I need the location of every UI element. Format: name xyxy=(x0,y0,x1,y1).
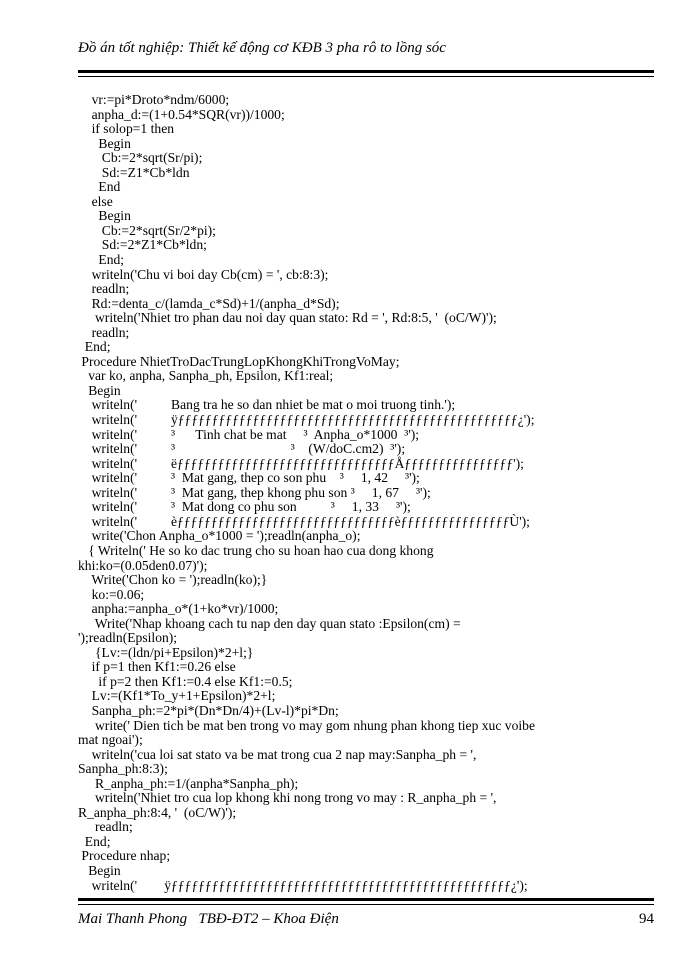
code-line: writeln(' Bang tra he so dan nhiet be mat o moi truong tinh.'); xyxy=(78,397,456,413)
code-line: writeln(' ³ Mat gang, thep khong phu son ³ 1, 67 ³'); xyxy=(78,484,431,500)
header-rule-thick xyxy=(78,70,654,73)
code-line: anpha_d:=(1+0.54*SQR(vr))/1000; xyxy=(78,106,285,122)
code-line: End; xyxy=(78,252,125,268)
code-line: if solop=1 then xyxy=(78,121,175,137)
code-line: writeln(' ³ Tinh chat be mat ³ Anpha_o*1000 ³'); xyxy=(78,426,420,442)
code-line: Sanpha_ph:8:3); xyxy=(78,761,168,777)
code-line: else xyxy=(78,193,113,209)
code-line: anpha:=anpha_o*(1+ko*vr)/1000; xyxy=(78,601,279,617)
code-line: Write('Nhap khoang cach tu nap den day quan stato :Epsilon(cm) = xyxy=(78,615,461,631)
code-line: {Lv:=(ldn/pi+Epsilon)*2+l;} xyxy=(78,644,254,660)
code-line: if p=1 then Kf1:=0.26 else xyxy=(78,659,236,675)
footer-info xyxy=(78,911,339,928)
code-line: Cb:=2*sqrt(Sr/2*pi); xyxy=(78,222,216,238)
code-line: mat ngoai'); xyxy=(78,732,143,748)
code-line: R_anpha_ph:=1/(anpha*Sanpha_ph); xyxy=(78,775,299,791)
code-line: Procedure NhietTroDacTrungLopKhongKhiTrongVoMay; xyxy=(78,353,400,369)
code-line: writeln(' ÿƒƒƒƒƒƒƒƒƒƒƒƒƒƒƒƒƒƒƒƒƒƒƒƒƒƒƒƒƒƒƒƒƒƒƒƒƒƒƒƒƒƒƒƒƒƒƒƒƒƒ¿'); xyxy=(78,412,535,428)
code-line: write(' Dien tich be mat ben trong vo may gom nhung phan khong tiep xuc voibe xyxy=(78,717,535,733)
code-line: ko:=0.06; xyxy=(78,586,145,602)
code-line: khi:ko=(0.05den0.07)'); xyxy=(78,557,208,573)
code-line: writeln(' èƒƒƒƒƒƒƒƒƒƒƒƒƒƒƒƒƒƒƒƒƒƒƒƒƒƒƒƒƒƒƒƒèƒƒƒƒƒƒƒƒƒƒƒƒƒƒƒƒÙ'); xyxy=(78,513,530,529)
code-line: Begin xyxy=(78,862,121,878)
code-line: writeln('cua loi sat stato va be mat trong cua 2 nap may:Sanpha_ph = ', xyxy=(78,746,477,762)
code-line: Rd:=denta_c/(lamda_c*Sd)+1/(anpha_d*Sd); xyxy=(78,295,340,311)
code-line: readln; xyxy=(78,281,130,297)
page-header-title: Đồ án tốt nghiệp: Thiết kế động cơ KĐB 3 pha rô to lồng sóc xyxy=(78,40,446,56)
code-line: Procedure nhap; xyxy=(78,848,171,864)
code-line: var ko, anpha, Sanpha_ph, Epsilon, Kf1:real; xyxy=(78,368,334,384)
code-line: Sd:=2*Z1*Cb*ldn; xyxy=(78,237,207,253)
footer-rule-thin xyxy=(78,904,654,905)
code-line: R_anpha_ph:8:4, ' (oC/W)'); xyxy=(78,804,237,820)
code-line: writeln('Nhiet tro phan dau noi day quan stato: Rd = ', Rd:8:5, ' (oC/W)'); xyxy=(78,310,497,326)
header-rule-thin xyxy=(78,76,654,77)
code-line: writeln('Chu vi boi day Cb(cm) = ', cb:8:3); xyxy=(78,266,329,282)
code-line: Sanpha_ph:=2*pi*(Dn*Dn/4)+(Lv-l)*pi*Dn; xyxy=(78,702,339,718)
code-line: ');readln(Epsilon); xyxy=(78,630,178,646)
code-line: writeln(' ³ ³ (W/doC.cm2) ³'); xyxy=(78,441,406,457)
code-line: Write('Chon ko = ');readln(ko);} xyxy=(78,572,268,588)
code-line: writeln(' ³ Mat dong co phu son ³ 1, 33 ³'); xyxy=(78,499,411,515)
code-line: write('Chon Anpha_o*1000 = ');readln(anpha_o); xyxy=(78,528,361,544)
footer-class-dept: TBĐ-ĐT2 – Khoa Điện xyxy=(198,911,339,927)
code-line: writeln(' ëƒƒƒƒƒƒƒƒƒƒƒƒƒƒƒƒƒƒƒƒƒƒƒƒƒƒƒƒƒƒƒƒÅƒƒƒƒƒƒƒƒƒƒƒƒƒƒƒƒ'); xyxy=(78,455,524,471)
footer-rule-thick xyxy=(78,898,654,901)
code-line: Cb:=2*sqrt(Sr/pi); xyxy=(78,150,203,166)
code-line: Lv:=(Kf1*To_y+1+Epsilon)*2+l; xyxy=(78,688,276,704)
code-line: Sd:=Z1*Cb*ldn xyxy=(78,164,190,180)
code-line: Begin xyxy=(78,135,131,151)
code-line: End; xyxy=(78,339,111,355)
code-line: writeln('Nhiet tro cua lop khong khi nong trong vo may : R_anpha_ph = ', xyxy=(78,790,497,806)
page-number: 94 xyxy=(639,911,654,927)
code-line: End xyxy=(78,179,121,195)
code-listing xyxy=(78,93,658,893)
code-line: readln; xyxy=(78,819,133,835)
code-line: vr:=pi*Droto*ndm/6000; xyxy=(78,92,230,107)
code-line: { Writeln(' He so ko dac trung cho su hoan hao cua dong khong xyxy=(78,542,434,558)
code-line: writeln(' ³ Mat gang, thep co son phu ³ 1, 42 ³'); xyxy=(78,470,420,486)
code-line: if p=2 then Kf1:=0.4 else Kf1:=0.5; xyxy=(78,673,293,689)
code-line: writeln(' ÿƒƒƒƒƒƒƒƒƒƒƒƒƒƒƒƒƒƒƒƒƒƒƒƒƒƒƒƒƒƒƒƒƒƒƒƒƒƒƒƒƒƒƒƒƒƒƒƒƒƒ¿'); xyxy=(78,877,528,893)
code-line: End; xyxy=(78,833,111,849)
code-line: Begin xyxy=(78,208,131,224)
code-line: Begin xyxy=(78,382,121,398)
code-line: readln; xyxy=(78,324,130,340)
footer-author: Mai Thanh Phong xyxy=(78,911,188,927)
